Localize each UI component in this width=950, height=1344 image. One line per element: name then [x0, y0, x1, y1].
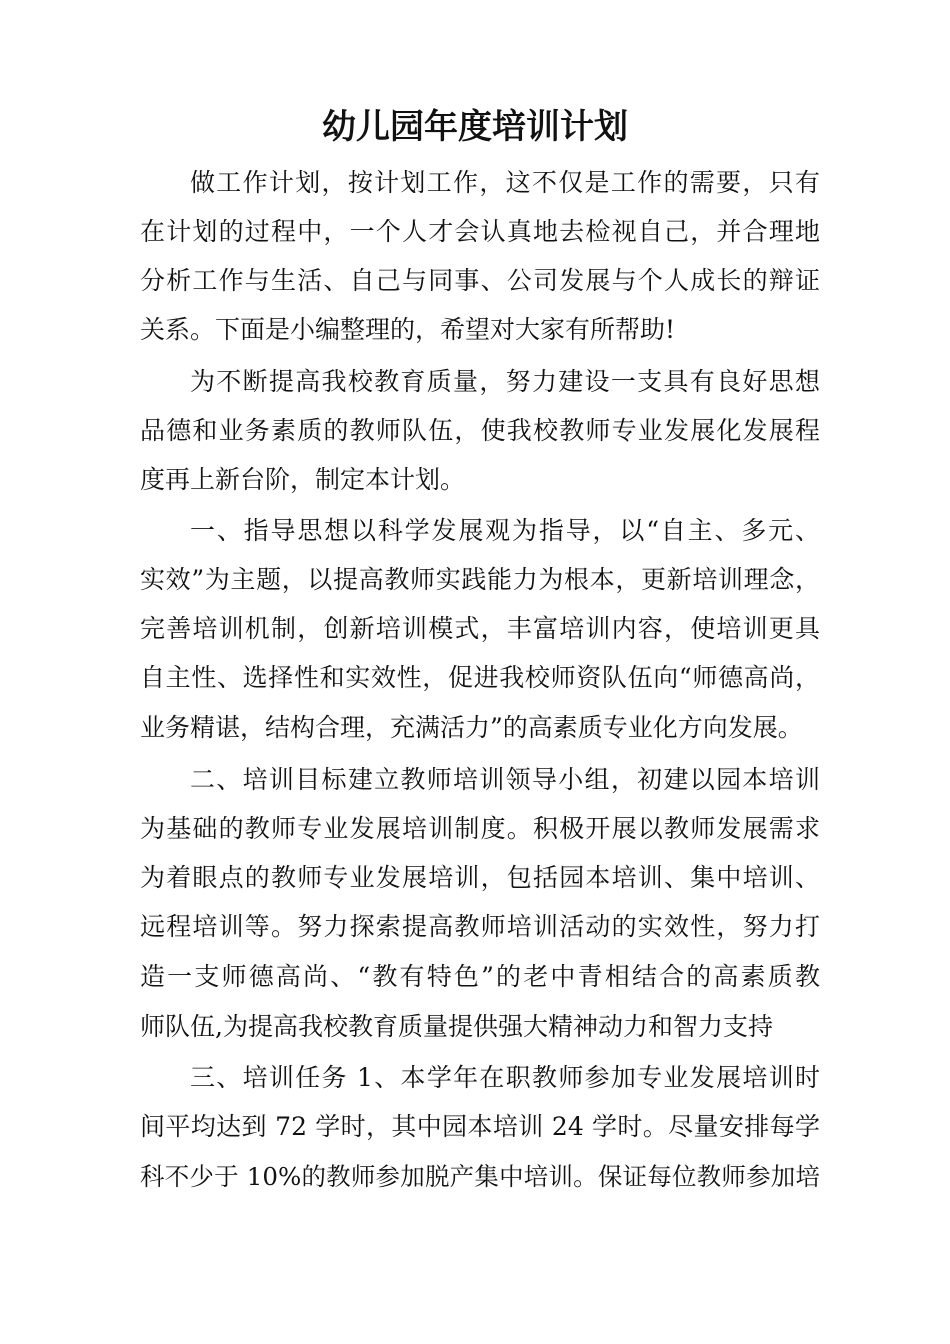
paragraph-4-line-5: 造一支师德高尚、“教有特色”的老中青相结合的高素质教 [140, 962, 820, 991]
paragraph-2-line-1: 为不断提高我校教育质量，努力建设一支具有良好思想 [190, 367, 820, 396]
paragraph-4-line-3: 为着眼点的教师专业发展培训，包括园本培训、集中培训、 [140, 863, 820, 892]
paragraph-5-line-3: 科不少于 10%的教师参加脱产集中培训。保证每位教师参加培 [140, 1162, 820, 1191]
document-title: 幼儿园年度培训计划 [322, 107, 628, 147]
paragraph-3-line-2: 实效”为主题，以提高教师实践能力为根本，更新培训理念， [140, 565, 820, 594]
paragraph-4-line-1: 二、培训目标建立教师培训领导小组，初建以园本培训 [190, 765, 820, 794]
paragraph-1-line-2: 在计划的过程中，一个人才会认真地去检视自己，并合理地 [140, 217, 820, 246]
paragraph-3-line-1: 一、指导思想以科学发展观为指导，以“自主、多元、 [190, 516, 820, 545]
paragraph-1-line-1: 做工作计划，按计划工作，这不仅是工作的需要，只有 [190, 168, 820, 197]
paragraph-3-line-3: 完善培训机制，创新培训模式，丰富培训内容，使培训更具 [140, 614, 820, 643]
paragraph-4-line-2: 为基础的教师专业发展培训制度。积极开展以教师发展需求 [140, 814, 820, 843]
paragraph-3-line-5: 业务精谌，结构合理，充满活力”的高素质专业化方向发展。 [140, 713, 803, 742]
paragraph-4-line-6: 师队伍,为提高我校教育质量提供强大精神动力和智力支持 [140, 1012, 773, 1041]
paragraph-3-line-4: 自主性、选择性和实效性，促进我校师资队伍向“师德高尚， [140, 663, 820, 692]
paragraph-2-line-2: 品德和业务素质的教师队伍，使我校教师专业发展化发展程 [140, 416, 820, 445]
paragraph-1-line-4: 关系。下面是小编整理的，希望对大家有所帮助! [140, 315, 676, 344]
paragraph-1-line-3: 分析工作与生活、自己与同事、公司发展与个人成长的辩证 [140, 266, 820, 295]
paragraph-5-line-2: 间平均达到 72 学时，其中园本培训 24 学时。尽量安排每学 [140, 1112, 820, 1141]
paragraph-4-line-4: 远程培训等。努力探索提高教师培训活动的实效性，努力打 [140, 912, 820, 941]
paragraph-2-line-3: 度再上新台阶，制定本计划。 [140, 465, 466, 494]
paragraph-5-line-1: 三、培训任务 1、本学年在职教师参加专业发展培训时 [190, 1063, 820, 1092]
